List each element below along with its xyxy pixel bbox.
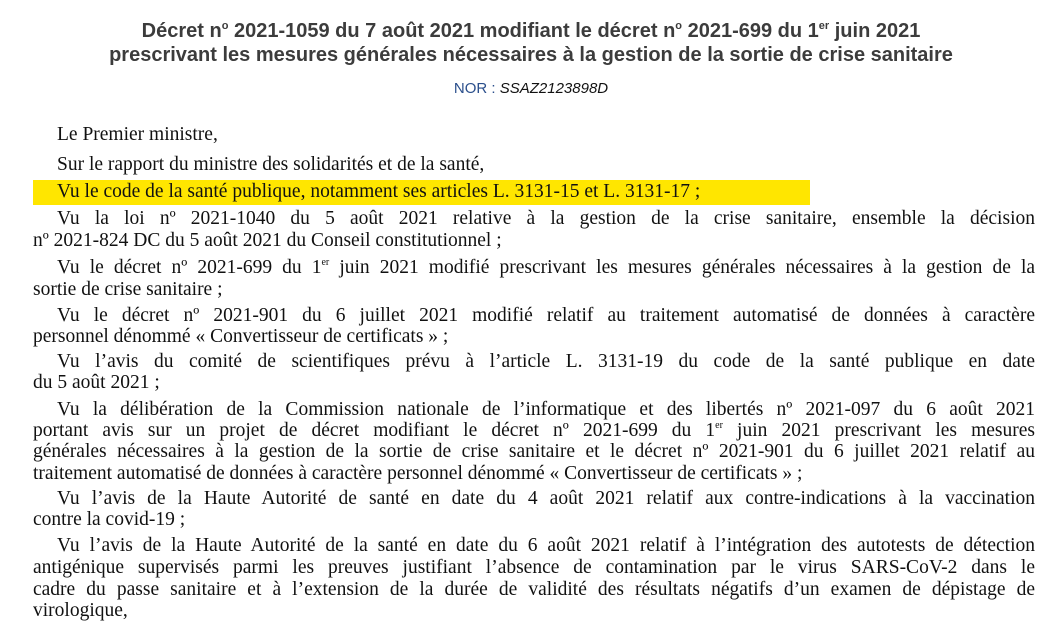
title-text: 2021-699 du 1	[687, 20, 819, 42]
paragraph-rapport: Sur le rapport du ministre des solidarités et de la santé,	[57, 154, 485, 175]
paragraph-decret-699-line2: sortie de crise sanitaire ;	[33, 279, 223, 300]
paragraph-decret-699-line1: Vu le décret nº 2021-699 du 1er juin 2021 modifié prescrivant les mesures générales nécessaires à la gestion de la	[57, 257, 1036, 278]
paragraph-has-autotests-line2: antigénique supervisés parmi les preuves justifiant l’absence de contamination par le virus SARS-CoV-2 dans le	[33, 557, 1035, 578]
nor-value: SSAZ2123898D	[499, 80, 609, 97]
paragraph-cnil-line4: traitement automatisé de données à caractère personnel dénommé « Convertisseur de certificats » ;	[33, 463, 803, 484]
paragraph-has-autotests-line4: virologique,	[33, 600, 128, 621]
ordinal-sup: er	[321, 257, 330, 268]
paragraph-code-sante-highlighted: Vu le code de la santé publique, notamment ses articles L. 3131-15 et L. 3131-17 ;	[57, 181, 701, 202]
paragraph-has-vaccination-line2: contre la covid-19 ;	[33, 509, 186, 530]
title-text: 2021-1059 du 7 août 2021 modifiant le décret	[233, 20, 658, 42]
title-number-sign: n	[663, 20, 676, 42]
paragraph-cnil-line2: portant avis sur un projet de décret modifiant le décret nº 2021-699 du 1er juin 2021 prescrivant les mesures	[33, 420, 1035, 441]
ordinal-sup: er	[715, 420, 723, 431]
title-number-sign: n	[209, 20, 222, 42]
paragraph-avis-comite-line1: Vu l’avis du comité de scientifiques prévu à l’article L. 3131-19 du code de la santé publique en date	[57, 351, 1035, 372]
paragraph-decret-901-line1: Vu le décret nº 2021-901 du 6 juillet 2021 modifié relatif au traitement automatisé de données à caractère	[57, 305, 1035, 326]
nor-label: NOR :	[453, 80, 496, 97]
paragraph-cnil-line3: générales nécessaires à la gestion de la sortie de crise sanitaire et le décret nº 2021-901 du 6 juillet 2021 relatif au	[33, 441, 1035, 462]
title-degree-sup: o	[221, 20, 229, 32]
title-word: Décret	[141, 20, 204, 42]
paragraph-premier-ministre: Le Premier ministre,	[57, 124, 218, 145]
paragraph-has-vaccination-line1: Vu l’avis de la Haute Autorité de santé en date du 4 août 2021 relatif aux contre-indications à la vaccination	[57, 488, 1035, 509]
nor-reference	[0, 79, 1062, 99]
paragraph-loi-line1: Vu la loi nº 2021-1040 du 5 août 2021 relative à la gestion de la crise sanitaire, ensemble la décision	[57, 208, 1035, 229]
title-ordinal-sup: er	[818, 20, 830, 32]
paragraph-decret-901-line2: personnel dénommé « Convertisseur de certificats » ;	[33, 326, 449, 347]
decree-title-line1	[0, 19, 1062, 43]
title-text: juin 2021	[834, 20, 921, 42]
paragraph-loi-line2: nº 2021-824 DC du 5 août 2021 du Conseil constitutionnel ;	[33, 230, 502, 251]
paragraph-cnil-line1: Vu la délibération de la Commission nationale de l’informatique et des libertés nº 2021-097 du 6 août 2021	[57, 399, 1035, 420]
decree-title-line2: prescrivant les mesures générales nécessaires à la gestion de la sortie de crise sanitaire	[109, 44, 953, 66]
paragraph-has-autotests-line1: Vu l’avis de la Haute Autorité de la santé en date du 6 août 2021 relatif à l’intégration des autotests de détection	[57, 535, 1035, 556]
paragraph-avis-comite-line2: du 5 août 2021 ;	[33, 372, 160, 393]
title-degree-sup: o	[675, 20, 683, 32]
paragraph-has-autotests-line3: cadre du passe sanitaire et à l’extension de la durée de validité des résultats négatifs d’un examen de dépistage de	[33, 579, 1035, 600]
